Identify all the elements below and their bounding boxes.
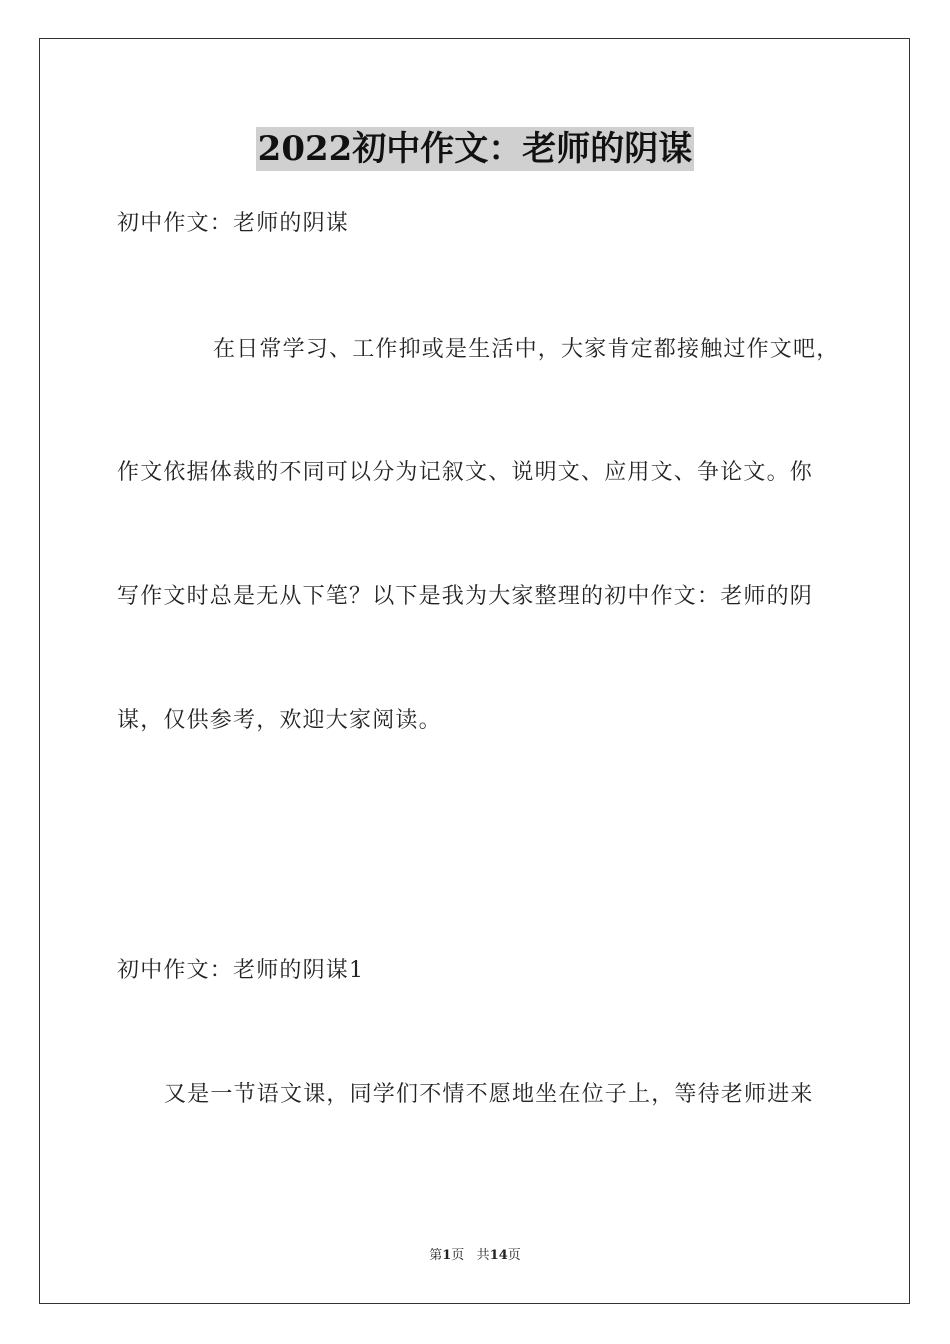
footer-page-suffix: 页 xyxy=(451,1248,465,1263)
footer-total-prefix: 共 xyxy=(476,1248,490,1263)
footer-page-prefix: 第 xyxy=(429,1248,443,1263)
document-subtitle: 初中作文：老师的阴谋 xyxy=(117,211,350,236)
document-title: 2022初中作文：老师的阴谋 xyxy=(257,129,693,169)
intro-line-1: 在日常学习、工作抑或是生活中，大家肯定都接触过作文吧， xyxy=(213,337,840,362)
footer-page-current: 1 xyxy=(442,1248,452,1263)
intro-line-3: 写作文时总是无从下笔？以下是我为大家整理的初中作文：老师的阴 xyxy=(117,584,814,609)
page-footer xyxy=(0,1247,950,1265)
footer-total-suffix: 页 xyxy=(507,1248,521,1263)
intro-line-2: 作文依据体裁的不同可以分为记叙文、说明文、应用文、争论文。你 xyxy=(117,460,814,485)
title-container xyxy=(0,127,950,171)
section-heading: 初中作文：老师的阴谋1 xyxy=(117,958,365,983)
body-line-1: 又是一节语文课，同学们不情不愿地坐在位子上，等待老师进来 xyxy=(164,1082,814,1107)
footer-page-total: 14 xyxy=(489,1248,508,1263)
intro-line-4: 谋，仅供参考，欢迎大家阅读。 xyxy=(117,708,442,733)
